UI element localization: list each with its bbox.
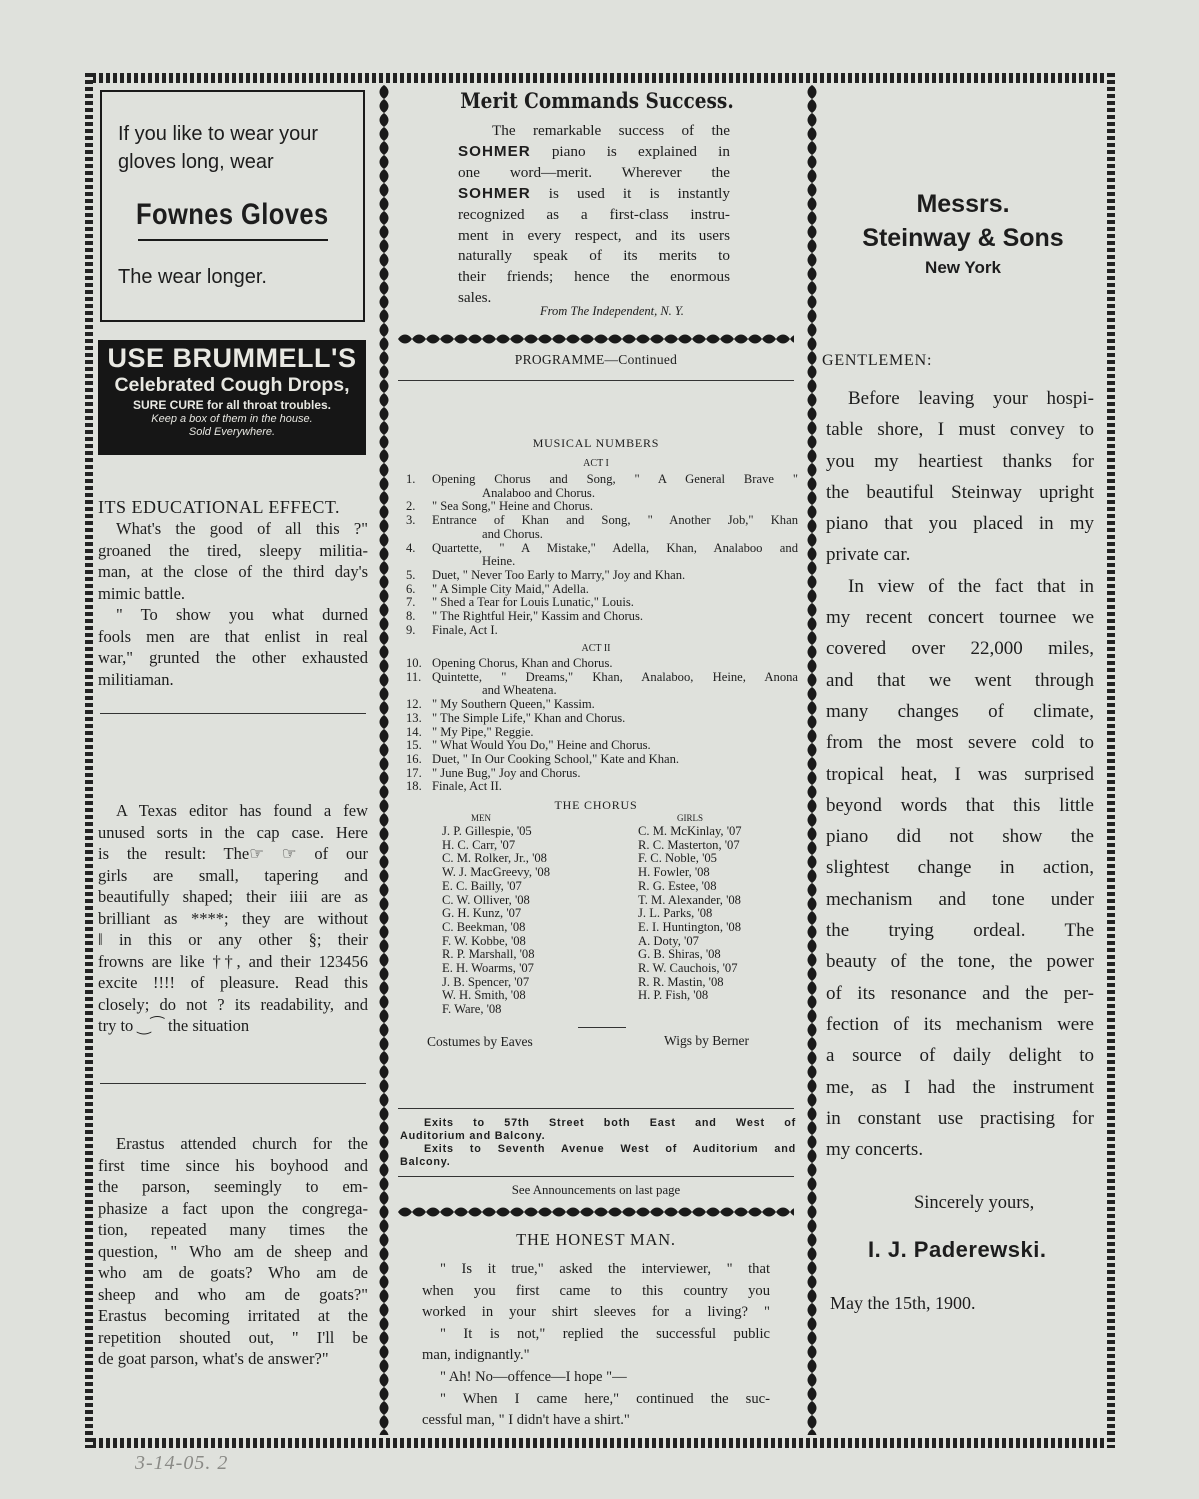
fownes-line-1: If you like to wear your [118, 123, 319, 145]
act-1-label: ACT I [583, 458, 609, 469]
honest-line: " When I came here," continued the suc- [440, 1390, 770, 1407]
programme-item-number: 9. [406, 622, 416, 637]
brummell-line-2: Celebrated Cough Drops, [114, 374, 350, 396]
letter-line: the beautiful Steinway upright [826, 481, 1094, 503]
chorus-girl-member: A. Doty, '07 [638, 933, 699, 948]
programme-item [398, 569, 798, 583]
chorus-man-member: W. H. Smith, '08 [442, 988, 526, 1003]
brummell-line-3: SURE CURE for all throat troubles. [132, 398, 332, 412]
programme-item [398, 753, 798, 767]
fownes-gloves-ad [100, 90, 365, 322]
fownes-tagline: The wear longer. [118, 266, 267, 288]
act-2-numbers [398, 657, 798, 794]
act-1-numbers [398, 473, 798, 637]
programme-item-title: Finale, Act I. [432, 622, 498, 637]
chorus-man-member: E. H. Woarms, '07 [442, 961, 534, 976]
mid-wavy-divider-1 [398, 333, 794, 345]
educational-line: war," grunted the other exhausted [98, 648, 368, 667]
chorus-girl-member: C. M. McKinlay, '07 [638, 824, 742, 838]
letter-line: the trying ordeal. The [826, 920, 1094, 942]
honest-man-body [422, 1259, 770, 1432]
programme-item-title: Opening Chorus and Song, " A General Brave " Analaboo and Chorus. [432, 472, 798, 500]
programme-item-number: 13. [406, 710, 422, 725]
programme-item-title: " June Bug," Joy and Chorus. [432, 765, 581, 780]
texas-line: try to ‿⁀ the situation [98, 1016, 250, 1035]
letter-line: me, as I had the instrument [826, 1076, 1094, 1098]
chorus-girl-member: G. B. Shiras, '08 [638, 947, 721, 962]
letter-line: beauty of the tone, the power [826, 951, 1094, 973]
honest-man-title: THE HONEST MAN. [516, 1230, 676, 1249]
sohmer-line: ment in every respect, and its users [458, 226, 730, 244]
programme-item-number: 4. [406, 540, 416, 555]
brummell-line-4: Keep a box of them in the house. [151, 413, 313, 425]
erastus-line: phasize a fact upon the congrega- [98, 1198, 368, 1218]
erastus-line: Erastus becoming irritated at the [98, 1306, 368, 1325]
texas-line: ‖ in this or any other §; their [98, 930, 368, 949]
texas-line: frowns are like ††, and their 123456 [98, 951, 368, 971]
exits-notice [400, 1117, 796, 1169]
sohmer-line: The remarkable success of the [492, 122, 730, 139]
programme-item [398, 624, 798, 638]
chorus-man-member: E. C. Bailly, '07 [442, 878, 522, 893]
erastus-line: the parson, seemingly to em- [98, 1177, 368, 1196]
honest-line: man, indignantly." [422, 1347, 530, 1364]
programme-item-number: 10. [406, 656, 422, 670]
programme-item-number: 15. [406, 738, 422, 753]
educational-line: mimic battle. [98, 583, 186, 603]
girls-list [638, 825, 742, 1003]
chorus-man-member: F. W. Kobbe, '08 [442, 933, 526, 948]
programme-item [398, 514, 798, 541]
programme-item [398, 712, 798, 726]
programme-item [398, 657, 798, 671]
chorus-man-member: C. W. Olliver, '08 [442, 892, 530, 907]
programme-item-title: Opening Chorus, Khan and Chorus. [432, 656, 613, 670]
letter-line: private car. [826, 544, 911, 566]
chorus-girl-member: R. W. Cauchois, '07 [638, 961, 738, 976]
top-border [85, 73, 1115, 83]
sohmer-line: SOHMER is used it is instantly [458, 184, 730, 202]
texas-line: closely; do not ? its readability, and [98, 994, 368, 1014]
programme-item-number: 2. [406, 499, 416, 514]
chorus-girl-member: E. I. Huntington, '08 [638, 919, 742, 934]
bottom-border [85, 1438, 1115, 1448]
letter-line: fection of its mechanism were [826, 1013, 1094, 1035]
exits-bottom-rule [398, 1176, 794, 1177]
letter-line: my concerts. [826, 1139, 924, 1161]
fownes-line-2: gloves long, wear [118, 151, 274, 173]
letter-line: table shore, I must convey to [826, 419, 1094, 441]
chorus-man-member: J. B. Spencer, '07 [442, 974, 530, 989]
programme-item-number: 18. [406, 779, 422, 794]
programme-item-title: " Sea Song," Heine and Chorus. [432, 499, 594, 514]
programme-item-title: Entrance of Khan and Song, " Another Job," Khan and Chorus. [432, 513, 798, 541]
letter-line: piano that you placed in my [826, 513, 1094, 535]
programme-item [398, 767, 798, 781]
programme-item-title: Quintette, " Dreams," Khan, Analaboo, Heine, Anona and Wheatena. [432, 669, 798, 698]
sohmer-body [458, 121, 730, 309]
letter-line: many changes of climate, [826, 700, 1094, 722]
erastus-story [98, 1133, 368, 1370]
programme-item [398, 583, 798, 597]
programme-item-title: Quartette, " A Mistake," Adella, Khan, Analaboo and Heine. [432, 540, 798, 569]
texas-line: A Texas editor has found a few [116, 801, 368, 820]
programme-item-title: Finale, Act II. [432, 779, 502, 794]
programme-item-title: Duet, " In Our Cooking School," Kate and Khan. [432, 751, 680, 766]
girls-label: GIRLS [677, 813, 704, 823]
educational-line: What's the good of all this ?" [116, 519, 368, 538]
programme-item-title: " The Rightful Heir," Kassim and Chorus. [432, 609, 644, 624]
letter-line: my recent concert tournee we [826, 607, 1094, 629]
erastus-line: question, " Who am de sheep and [98, 1241, 368, 1261]
letter-line: slightest change in action, [826, 857, 1094, 879]
handwritten-note: 3-14-05. 2 [135, 1452, 229, 1474]
texas-line: girls are small, tapering and [98, 865, 368, 885]
exits-line-1b: Auditorium and Balcony. [400, 1130, 546, 1142]
erastus-line: Erastus attended church for the [116, 1134, 368, 1153]
letter-line: piano did not show the [826, 826, 1094, 848]
musical-numbers-title: MUSICAL NUMBERS [532, 436, 660, 450]
educational-line: fools men are that enlist in real [98, 626, 368, 646]
programme-item-number: 12. [406, 697, 422, 712]
programme-item [398, 542, 798, 569]
texas-line: brilliant as ****; they are without [98, 908, 368, 928]
sohmer-source: From The Independent, N. Y. [540, 304, 684, 318]
honest-line: " Ah! No—offence—I hope "— [440, 1368, 627, 1385]
chorus-man-member: R. P. Marshall, '08 [442, 947, 535, 962]
educational-line: man, at the close of the third day's [98, 562, 368, 581]
brummell-cough-drops-ad [98, 340, 366, 455]
wigs-credit: Wigs by Berner [664, 1033, 749, 1048]
letter-body [826, 383, 1094, 1165]
honest-line: " Is it true," asked the interviewer, " that [440, 1261, 770, 1277]
programme-item [398, 671, 798, 698]
chorus-girl-member: H. Fowler, '08 [638, 865, 710, 880]
letter-line: a source of daily delight to [826, 1045, 1094, 1067]
letter-salutation: GENTLEMEN: [822, 352, 933, 369]
programme-item-number: 11. [406, 669, 422, 684]
act-2-label: ACT II [581, 643, 611, 654]
exits-line-2: Exits to Seventh Avenue West of Auditorium and [424, 1143, 796, 1155]
chorus-title: THE CHORUS [554, 798, 638, 812]
letter-line: you my heartiest thanks for [826, 450, 1094, 472]
programme-item-title: " The Simple Life," Khan and Chorus. [432, 710, 626, 725]
sohmer-line: one word—merit. Wherever the [458, 163, 730, 181]
chorus-girl-member: F. C. Noble, '05 [638, 851, 717, 866]
programme-item [398, 780, 798, 794]
steinway-line-1: Messrs. [916, 190, 1010, 218]
texas-editor-story [98, 800, 368, 1037]
programme-item [398, 596, 798, 610]
programme-item [398, 739, 798, 753]
letter-line: covered over 22,000 miles, [826, 638, 1094, 660]
chorus-girl-member: R. R. Mastin, '08 [638, 974, 724, 989]
men-label: MEN [471, 813, 491, 823]
texas-body [98, 800, 368, 1037]
texas-line: beautifully shaped; their iiii are as [98, 887, 368, 906]
programme-item-number: 16. [406, 751, 422, 766]
chorus-man-member: C. Beekman, '08 [442, 919, 526, 934]
letter-line: in constant use practising for [826, 1107, 1094, 1129]
chorus-man-member: C. M. Rolker, Jr., '08 [442, 851, 547, 866]
educational-effect-story [98, 496, 368, 690]
programme-item-title: " My Pipe," Reggie. [432, 724, 534, 739]
chorus-man-member: W. J. MacGreevy, '08 [442, 865, 551, 880]
letter-signature: I. J. Paderewski. [868, 1237, 1047, 1262]
fownes-underline [138, 239, 328, 241]
programme-item [398, 726, 798, 740]
erastus-line: de goat parson, what's de answer?" [98, 1349, 329, 1368]
programme-item [398, 473, 798, 500]
programme-item-number: 5. [406, 567, 416, 582]
honest-line: when you first came to this country you [422, 1282, 770, 1299]
texas-line: is the result: The☞ ☞ of our [98, 844, 368, 863]
letter-line: of its resonance and the per- [826, 982, 1094, 1004]
programme-item-title: " What Would You Do," Heine and Chorus. [432, 738, 651, 753]
steinway-line-2: Steinway & Sons [862, 224, 1064, 252]
texas-line: unused sorts in the cap case. Here [98, 822, 368, 842]
letter-line: In view of the fact that in [848, 575, 1094, 597]
honest-line: cessful man, " I didn't have a shirt." [422, 1412, 630, 1429]
left-rule-1 [100, 713, 366, 714]
chorus-man-member: F. Ware, '08 [442, 1002, 502, 1017]
costumes-credit: Costumes by Eaves [427, 1034, 533, 1049]
letter-line: and that we went through [826, 669, 1094, 691]
sohmer-line: SOHMER piano is explained in [458, 142, 730, 160]
brummell-line-1: USE BRUMMELL'S [107, 343, 357, 373]
sohmer-line: sales. [458, 289, 492, 307]
programme-item-number: 3. [406, 513, 416, 528]
programme-item [398, 610, 798, 624]
educational-line: militiaman. [98, 669, 174, 689]
brummell-line-5: Sold Everywhere. [188, 426, 276, 438]
erastus-line: tion, repeated many times the [98, 1220, 368, 1239]
sohmer-line: naturally speak of its merits to [458, 247, 730, 265]
chorus-girl-member: J. L. Parks, '08 [638, 906, 713, 921]
exits-line-1: Exits to 57th Street both East and West of [424, 1117, 796, 1129]
chorus-girl-member: H. P. Fish, '08 [638, 988, 709, 1003]
erastus-line: who am de goats? Who am de [98, 1263, 368, 1282]
educational-body [98, 518, 368, 690]
mid-wavy-divider-2 [398, 1206, 794, 1218]
chorus-girl-member: R. C. Masterton, '07 [638, 837, 740, 852]
erastus-line: first time since his boyhood and [98, 1155, 368, 1175]
letter-line: mechanism and tone under [826, 888, 1094, 910]
texas-line: excite !!!! of pleasure. Read this [98, 973, 368, 992]
programme-item-number: 8. [406, 609, 416, 624]
letter-line: from the most severe cold to [826, 732, 1094, 754]
programme-item-number: 14. [406, 724, 422, 739]
exits-top-rule [398, 1108, 794, 1109]
left-rule-2 [100, 1083, 366, 1084]
sohmer-line: their friends; hence the enormous [458, 268, 730, 286]
sohmer-ad [398, 88, 796, 113]
steinway-line-3: New York [925, 258, 1001, 277]
educational-line: groaned the tired, sleepy militia- [98, 540, 368, 560]
sohmer-headline: Merit Commands Success. [460, 88, 734, 113]
fownes-brand: Fownes Gloves [136, 198, 329, 231]
programme-item-number: 17. [406, 765, 422, 780]
chorus-man-member: H. C. Carr, '07 [442, 837, 516, 852]
programme-item-number: 6. [406, 581, 416, 596]
programme-item [398, 500, 798, 514]
letter-date: May the 15th, 1900. [830, 1293, 976, 1313]
programme-item-title: " My Southern Queen," Kassim. [432, 697, 595, 712]
chorus-girl-member: T. M. Alexander, '08 [638, 892, 741, 907]
programme-item-number: 1. [406, 472, 416, 486]
announcements-note: See Announcements on last page [511, 1183, 681, 1197]
programme-item-title: " Shed a Tear for Louis Lunatic," Louis. [432, 595, 634, 610]
programme-item [398, 698, 798, 712]
chorus-man-member: J. P. Gillespie, '05 [442, 824, 532, 838]
letter-line: Before leaving your hospi- [848, 388, 1094, 409]
programme-header: PROGRAMME—Continued [514, 352, 678, 367]
letter-line: tropical heat, I was surprised [826, 763, 1094, 785]
left-column-divider [377, 85, 391, 1435]
educational-title: ITS EDUCATIONAL EFFECT. [98, 497, 340, 517]
exits-line-2b: Balcony. [400, 1156, 451, 1168]
chorus-man-member: G. H. Kunz, '07 [442, 906, 522, 921]
letter-closing: Sincerely yours, [914, 1193, 1035, 1213]
erastus-body [98, 1133, 368, 1370]
right-border [1107, 73, 1115, 1448]
steinway-heading [818, 188, 1108, 280]
letter-line: beyond words that this little [826, 794, 1094, 816]
programme-item-title: " A Simple City Maid," Adella. [432, 581, 589, 596]
erastus-line: repetition shouted out, " I'll be [98, 1327, 368, 1347]
programme-item-title: Duet, " Never Too Early to Marry," Joy and Khan. [432, 567, 686, 582]
chorus-girl-member: R. G. Estee, '08 [638, 878, 717, 893]
programme-header-rule [398, 380, 794, 381]
chorus-end-rule [578, 1027, 626, 1028]
sohmer-line: recognized as a first-class instru- [458, 205, 730, 223]
erastus-line: sheep and who am de goats?" [98, 1284, 368, 1304]
honest-line: worked in your shirt sleeves for a living? " [422, 1304, 770, 1321]
honest-line: " It is not," replied the successful public [440, 1325, 770, 1342]
right-column-divider [805, 85, 819, 1435]
educational-line: " To show you what durned [116, 605, 368, 624]
left-border [85, 73, 93, 1448]
men-list [442, 825, 550, 1017]
programme-item-number: 7. [406, 595, 416, 610]
